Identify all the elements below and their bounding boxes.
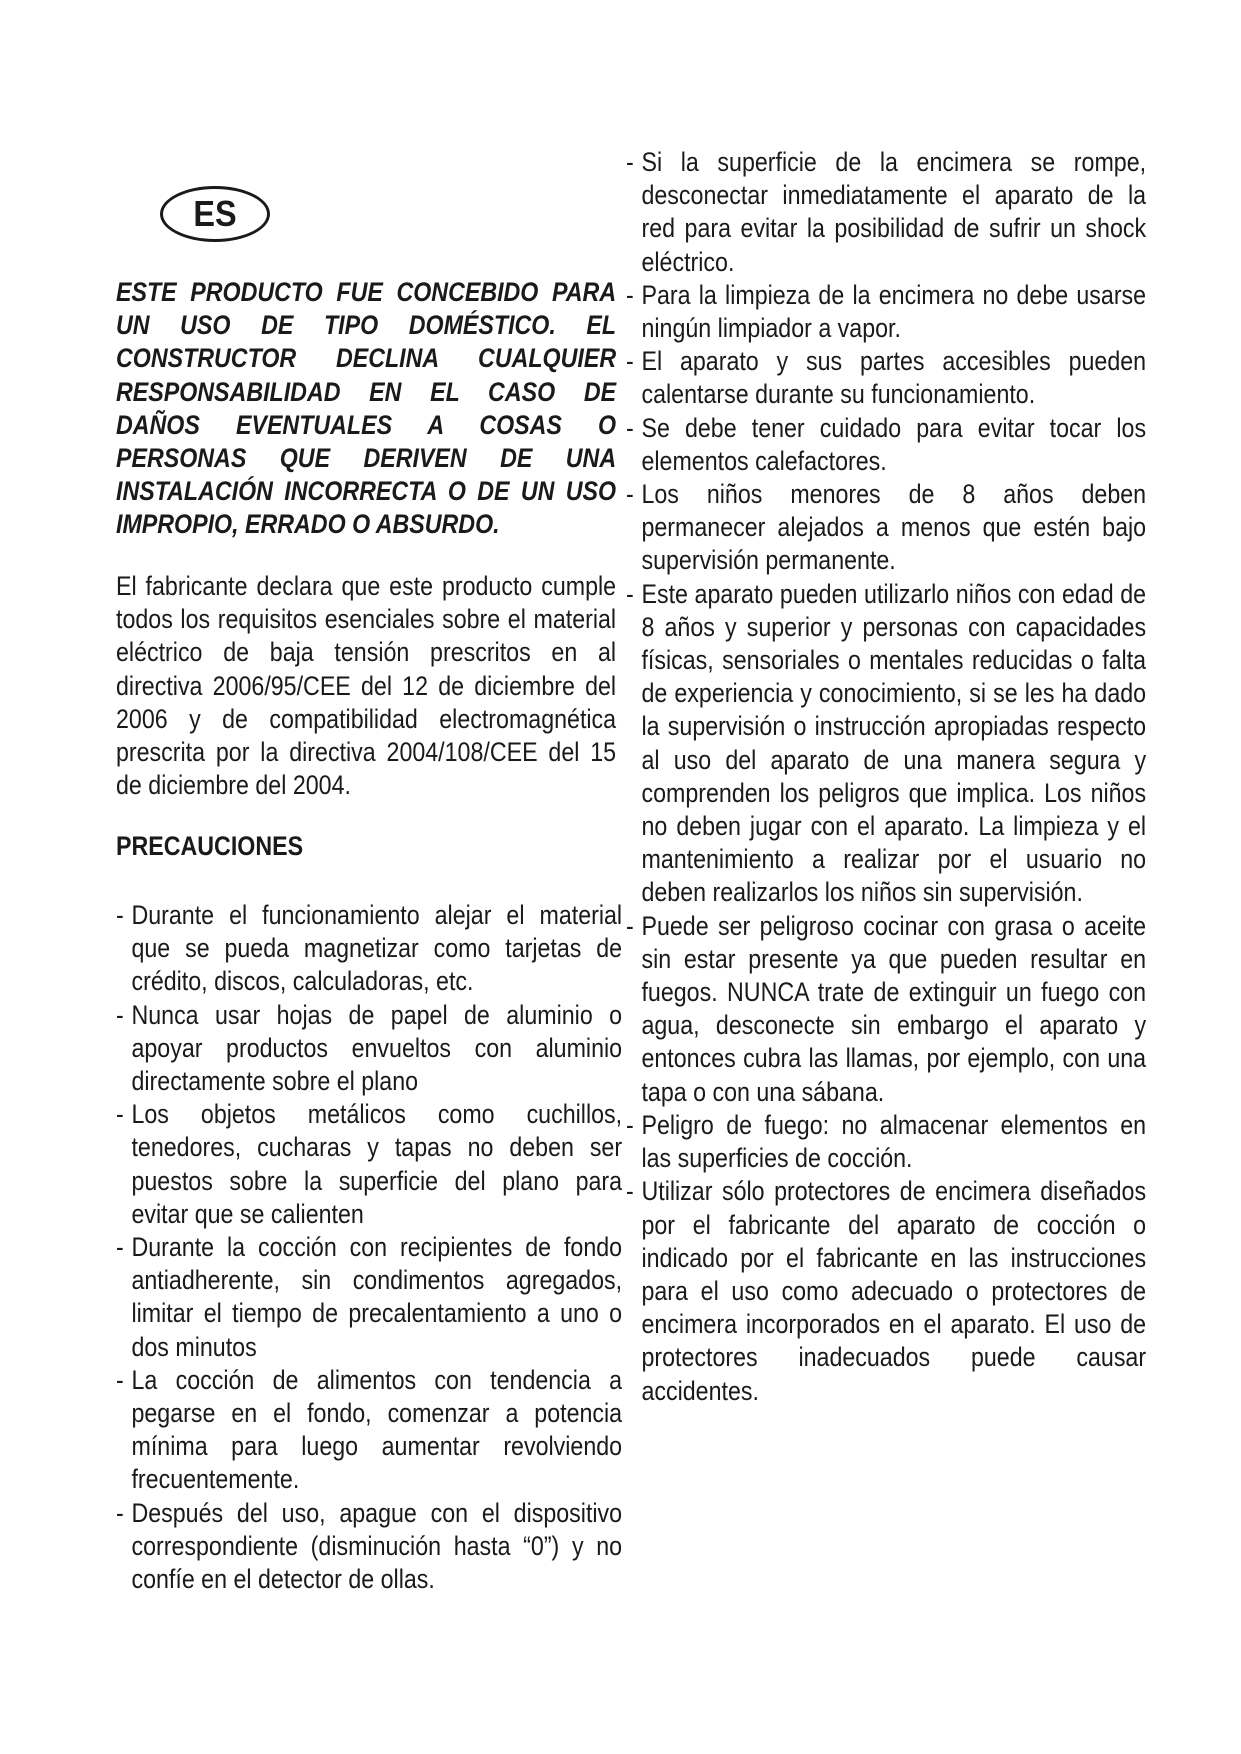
precautions-list-right <box>626 146 1146 1408</box>
precautions-heading: PRECAUCIONES <box>116 831 304 861</box>
declaration-block <box>116 570 616 802</box>
list-item: - Nunca usar hojas de papel de aluminio o apoyar productos envueltos con aluminio directamente sobre el plano <box>116 999 622 1099</box>
list-item: - Utilizar sólo protectores de encimera diseñados por el fabricante del aparato de cocción o indicado por el fabricante en las instrucciones para el uso como adecuado o protectores de encimera incorporados en el aparato. El uso de protectores inadecuados puede causar accidentes. <box>626 1175 1146 1407</box>
declaration-text: El fabricante declara que este producto cumple todos los requisitos esenciales sobre el material eléctrico de baja tensión prescritos en al directiva 2006/95/CEE del 12 de diciembre del 2006 y de compatibilidad electromagnética prescrita por la directiva 2004/108/CEE del 15 de diciembre del 2004. <box>116 571 617 801</box>
precautions-list-left <box>116 899 622 1596</box>
list-item: - Después del uso, apague con el dispositivo correspondiente (disminución hasta “0”) y no confíe en el detector de ollas. <box>116 1497 622 1597</box>
list-item: - Se debe tener cuidado para evitar tocar los elementos calefactores. <box>626 412 1146 478</box>
list-item: - Para la limpieza de la encimera no debe usarse ningún limpiador a vapor. <box>626 279 1146 345</box>
list-item: - El aparato y sus partes accesibles pueden calentarse durante su funcionamiento. <box>626 345 1146 411</box>
warning-text: ESTE PRODUCTO FUE CONCEBIDO PARA UN USO DE TIPO DOMÉSTICO. EL CONSTRUCTOR DECLINA CUALQUIER RESPONSABILIDAD EN EL CASO DE DAÑOS EVENTUALES A COSAS O PERSONAS QUE DERIVEN DE UNA INSTALACIÓN INCORRECTA O DE UN USO IMPROPIO, ERRADO O ABSURDO. <box>116 277 617 540</box>
precautions-heading-block <box>116 830 616 863</box>
list-item: - Si la superficie de la encimera se rompe, desconectar inmediatamente el aparato de la red para evitar la posibilidad de sufrir un shock eléctrico. <box>626 146 1146 279</box>
list-item: - Peligro de fuego: no almacenar elementos en las superficies de cocción. <box>626 1109 1146 1175</box>
list-item: - Puede ser peligroso cocinar con grasa o aceite sin estar presente ya que pueden resultar en fuegos. NUNCA trate de extinguir un fuego con agua, desconecte sin embargo el aparato y entonces cubra las llamas, por ejemplo, con una tapa o con una sábana. <box>626 910 1146 1109</box>
language-badge <box>160 186 270 242</box>
list-item: - Los objetos metálicos como cuchillos, tenedores, cucharas y tapas no deben ser puestos sobre la superficie del plano para evitar que se calienten <box>116 1098 622 1231</box>
list-item: - Los niños menores de 8 años deben permanecer alejados a menos que estén bajo supervisión permanente. <box>626 478 1146 578</box>
list-item: - Durante el funcionamiento alejar el material que se pueda magnetizar como tarjetas de crédito, discos, calculadoras, etc. <box>116 899 622 999</box>
list-item: - Este aparato pueden utilizarlo niños con edad de 8 años y superior y personas con capacidades físicas, sensoriales o mentales reducidas o falta de experiencia y conocimiento, si se les ha dado la supervisión o instrucción apropiadas respecto al uso del aparato de una manera segura y comprenden los peligros que implica. Los niños no deben jugar con el aparato. La limpieza y el mantenimiento a realizar por el usuario no deben realizarlos los niños sin supervisión. <box>626 578 1146 910</box>
list-item: - Durante la cocción con recipientes de fondo antiadherente, sin condimentos agregados, limitar el tiempo de precalentamiento a uno o dos minutos <box>116 1231 622 1364</box>
warning-block <box>116 276 616 542</box>
list-item: - La cocción de alimentos con tendencia a pegarse en el fondo, comenzar a potencia mínima para luego aumentar revolviendo frecuentemente. <box>116 1364 622 1497</box>
language-code: ES <box>193 193 237 234</box>
